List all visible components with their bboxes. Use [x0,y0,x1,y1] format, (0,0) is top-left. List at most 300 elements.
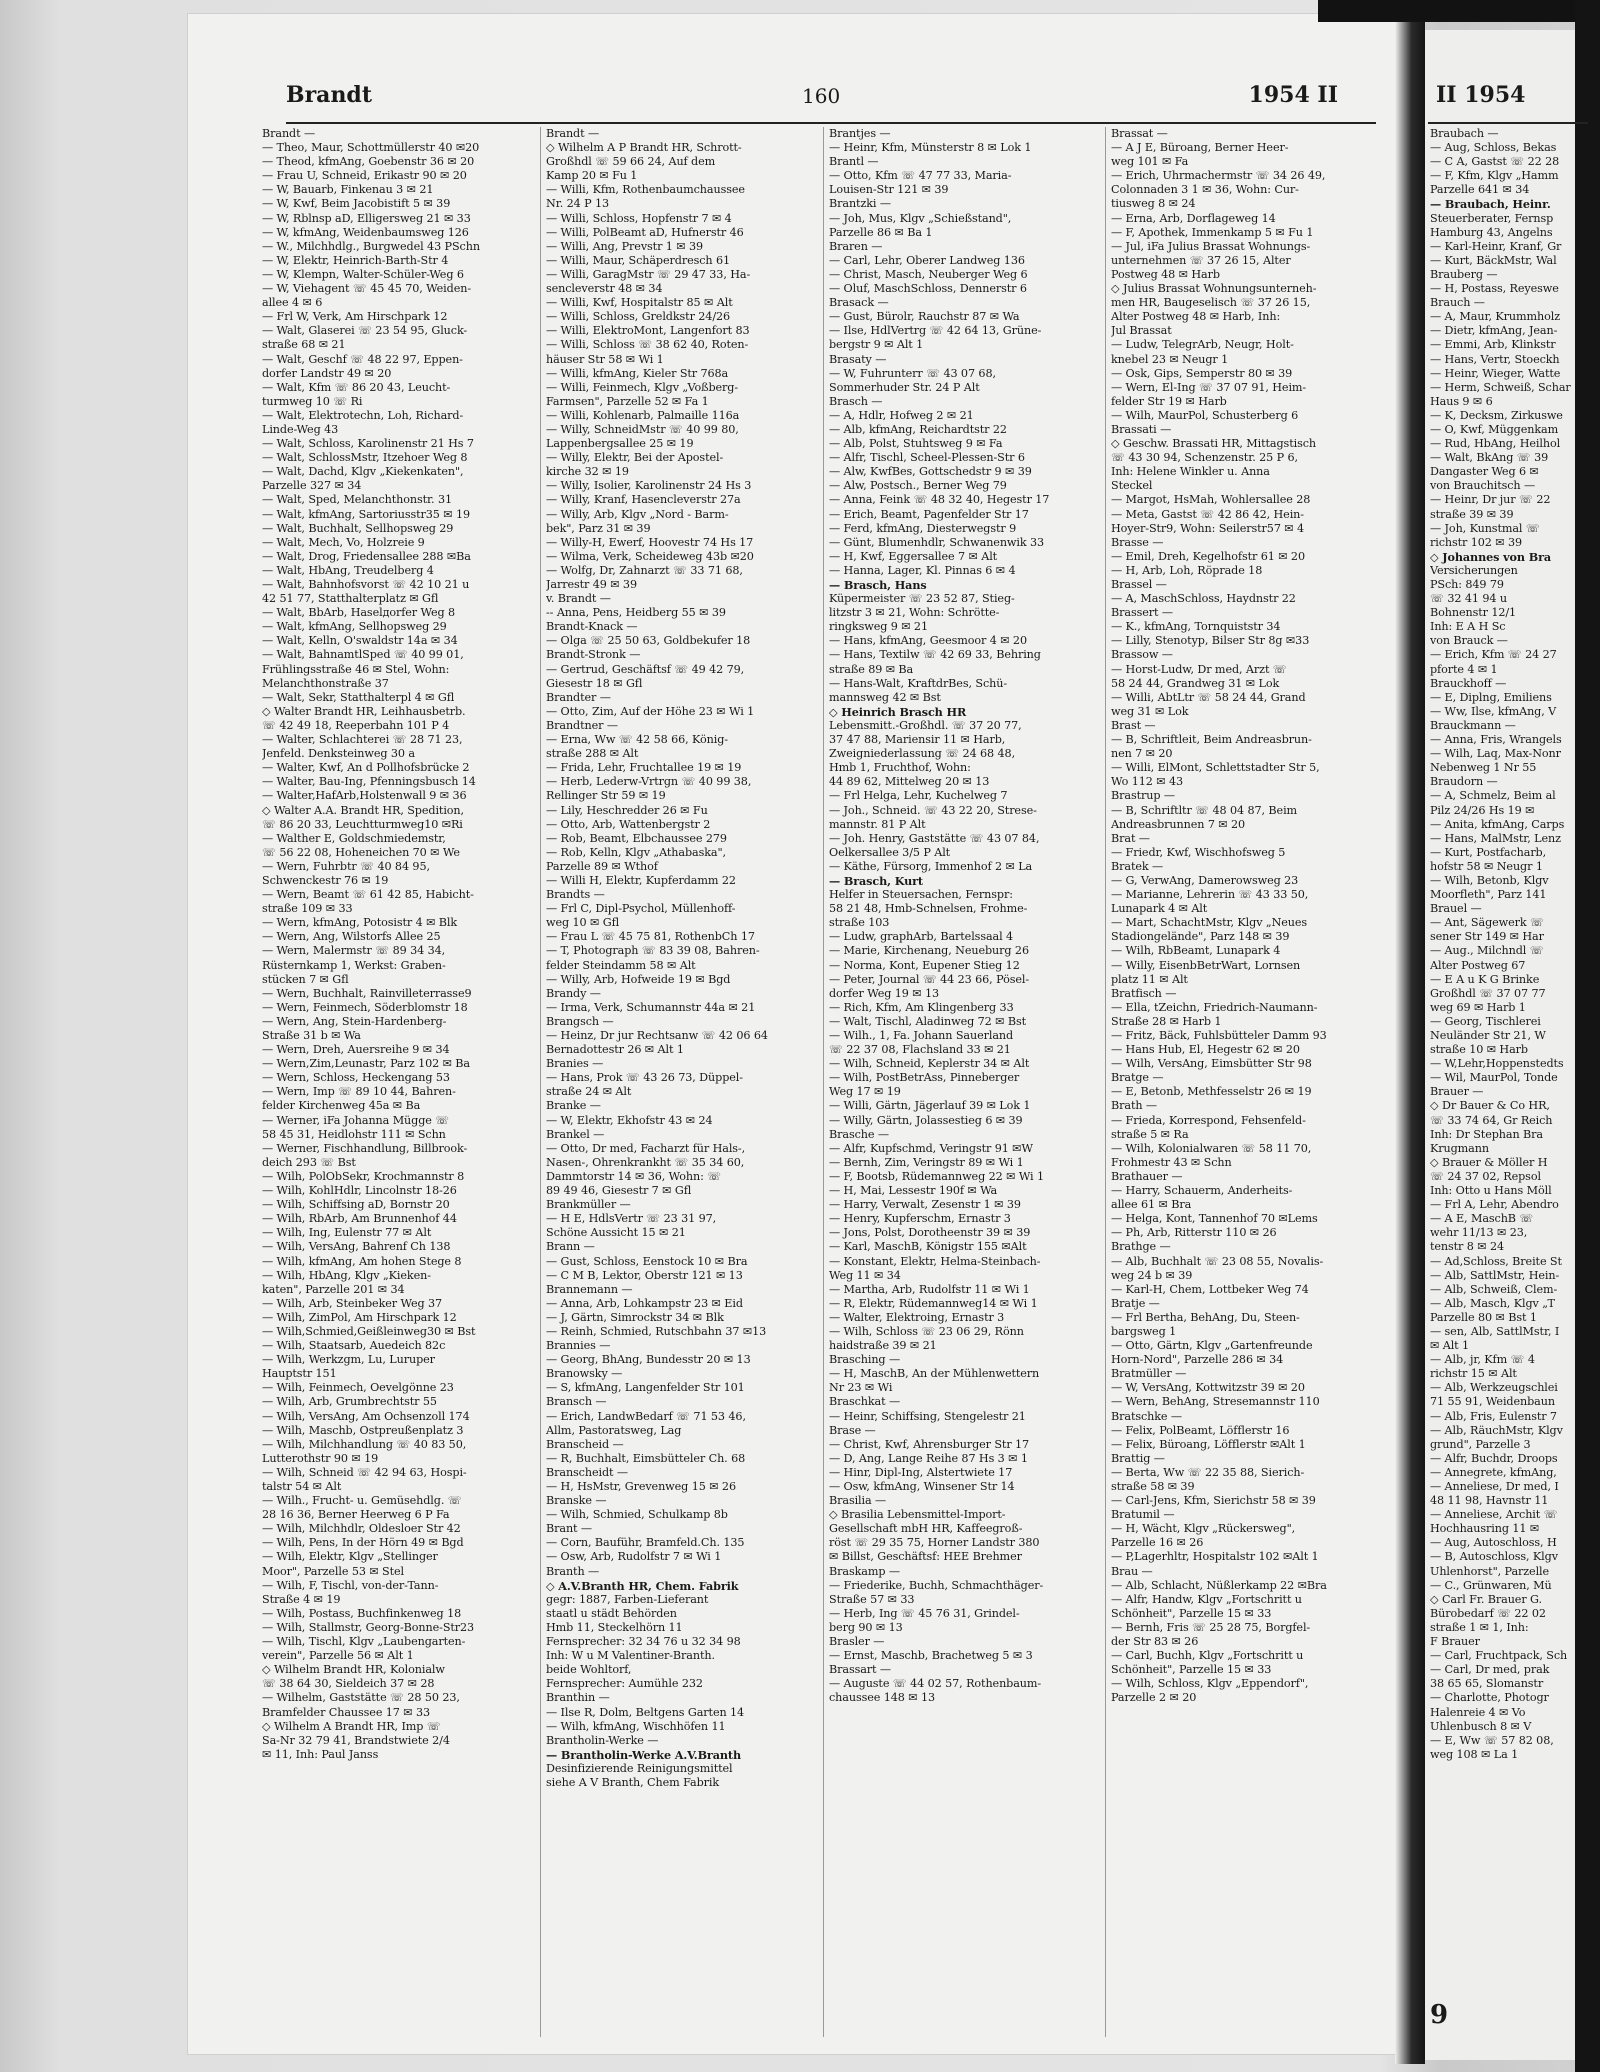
directory-line: — Joh. Henry, Gaststätte ☏ 43 07 84, [829,831,1040,845]
directory-line: Nebenweg 1 Nr 55 [1430,761,1537,775]
directory-line: Weg 11 ✉ 34 [829,1268,901,1282]
directory-line: Lappenbergsallee 25 ✉ 19 [546,437,694,451]
directory-line: — Wilh, MaurPol, Schusterberg 6 [1111,408,1299,422]
directory-line: — Wern, Beamt ☏ 61 42 85, Habicht- [262,888,474,902]
directory-line: von Brauchitsch — [1430,479,1536,493]
directory-line: chaussee 148 ✉ 13 [829,1691,936,1705]
directory-line: — Wilh, PostBetrAss, Pinneberger [829,1071,1020,1085]
directory-line: — H, Arb, Loh, Röprade 18 [1111,563,1263,577]
directory-line: Brankmüller — [546,1198,631,1212]
directory-line: Brase — [829,1423,876,1437]
directory-line: ◇ Wilhelm Brandt HR, Kolonialw [262,1663,445,1677]
directory-line: — Karl-Heinr, Kranf, Gr [1430,239,1562,253]
directory-line: — Käthe, Fürsorg, Immenhof 2 ✉ La [829,859,1033,873]
directory-line: Brasse — [1111,535,1164,549]
directory-line: ☏ 86 20 33, Leuchtturmweg10 ✉Ri [262,817,463,831]
directory-line: Brandtner — [546,718,618,732]
directory-line: — Hans, Prok ☏ 43 26 73, Düppel- [546,1071,743,1085]
directory-line: — R, Elektr, Rüdemannweg14 ✉ Wi 1 [829,1296,1038,1310]
directory-line: Straße 4 ✉ 19 [262,1592,341,1606]
directory-line: — Otto, Dr med, Facharzt für Hals-, [546,1141,746,1155]
directory-line: — H, Mai, Lessestr 190f ✉ Wa [829,1184,998,1198]
directory-line: — Joh, Mus, Klgv „Schießstand", [829,211,1012,225]
directory-line: — Wilh, Laq, Max-Nonr [1430,747,1561,761]
directory-line: Moorfleth", Parz 141 [1430,888,1547,902]
directory-line: Brantholin-Werke — [546,1733,659,1747]
directory-line: hofstr 58 ✉ Neugr 1 [1430,859,1543,873]
directory-line: Inh: E A H Sc [1430,620,1506,634]
directory-line: mannstr. 81 P Alt [829,817,926,831]
directory-line: — Wilh, Maschb, Ostpreußenplatz 3 [262,1423,464,1437]
directory-line: Brankel — [546,1127,605,1141]
directory-line: — Werner, Fischhandlung, Billbrook- [262,1141,468,1155]
directory-line: pforte 4 ✉ 1 [1430,662,1498,676]
directory-line: Nr 23 ✉ Wi [829,1381,893,1395]
directory-line: — Willi, AbtLtr ☏ 58 24 44, Grand [1111,690,1306,704]
page-header [286,82,1376,124]
directory-line: — Wilh, Staatsarb, Auedeich 82c [262,1339,446,1353]
directory-line: — Willy, EisenbBetrWart, Lornsen [1111,958,1301,972]
directory-line: men HR, Baugeselisch ☏ 37 26 15, [1111,296,1311,310]
directory-line: knebel 23 ✉ Neugr 1 [1111,352,1229,366]
directory-line: Weg 17 ✉ 19 [829,1085,901,1099]
directory-line: — Helga, Kont, Tannenhof 70 ✉Lems [1111,1212,1318,1226]
directory-line: — Annegrete, kfmAng, [1430,1465,1557,1479]
directory-line: Brandt-Stronk — [546,648,641,662]
directory-line: — Rich, Kfm, Am Klingenberg 33 [829,1000,1014,1014]
directory-line: — Ant, Sägewerk ☏ [1430,916,1544,930]
directory-line: Farmsen", Parzelle 52 ✉ Fa 1 [546,394,709,408]
directory-line: tenstr 8 ✉ 24 [1430,1240,1505,1254]
directory-line: — Brasch, Kurt [829,873,923,888]
directory-line: — O, Kwf, Müggenkam [1430,422,1559,436]
directory-line: — Hans, kfmAng, Geesmoor 4 ✉ 20 [829,634,1027,648]
directory-line: — Erna, Arb, Dorflageweg 14 [1111,211,1276,225]
directory-line: — Otto, Arb, Wattenbergstr 2 [546,817,711,831]
directory-line: — Margot, HsMah, Wohlersallee 28 [1111,493,1311,507]
directory-line: Jenfeld. Denksteinweg 30 a [262,747,415,761]
directory-line: — A, Maur, Krummholz [1430,310,1561,324]
directory-line: — Walt, Kelln, O'swaldstr 14a ✉ 34 [262,634,458,648]
directory-line: Allm, Pastoratsweg, Lag [546,1423,682,1437]
directory-line: felder Kirchenweg 45a ✉ Ba [262,1099,421,1113]
directory-line: Zweigniederlassung ☏ 24 68 48, [829,747,1016,761]
directory-line: Horn-Nord", Parzelle 286 ✉ 34 [1111,1353,1284,1367]
directory-line: — Alw, Postsch., Berner Weg 79 [829,479,1007,493]
directory-line: — Heinr, Kfm, Münsterstr 8 ✉ Lok 1 [829,141,1032,155]
directory-line: Branthin — [546,1691,610,1705]
directory-line: Braubach — [1430,127,1499,140]
directory-line: Pilz 24/26 Hs 19 ✉ [1430,803,1535,817]
directory-line: — Wilh, Schloss, Klgv „Eppendorf", [1111,1677,1309,1691]
directory-line: — Willi, ElektroMont, Langenfort 83 [546,324,750,338]
directory-line: — Norma, Kont, Eupener Stieg 12 [829,958,1020,972]
directory-line: wehr 11/13 ✉ 23, [1430,1226,1528,1240]
directory-line: — Wilh, Betonb, Klgv [1430,873,1549,887]
directory-line: — Willi, PolBeamt aD, Hufnerstr 46 [546,225,744,239]
directory-line: Nr. 24 P 13 [546,197,610,211]
directory-line: — Willy, Gärtn, Jolassestieg 6 ✉ 39 [829,1113,1023,1127]
directory-line: — E, Betonb, Methfesselstr 26 ✉ 19 [1111,1085,1312,1099]
directory-line: weg 24 b ✉ 39 [1111,1268,1193,1282]
directory-line: Rüsternkamp 1, Werkst: Graben- [262,958,446,972]
directory-line: — A J E, Büroang, Berner Heer- [1111,141,1289,155]
directory-line: — Wern,Zim,Leunastr, Parz 102 ✉ Ba [262,1057,470,1071]
directory-line: — H, HsMstr, Grevenweg 15 ✉ 26 [546,1480,736,1493]
directory-line: — A, Schmelz, Beim al [1430,789,1556,803]
directory-line: Braschkat — [829,1395,901,1409]
directory-line: Lebensmitt.-Großhdl. ☏ 37 20 77, [829,718,1022,732]
directory-line: Parzelle 2 ✉ 20 [1111,1691,1197,1705]
directory-line: — Ilse R, Dolm, Beltgens Garten 14 [546,1705,745,1719]
page-number: 160 [802,84,841,108]
directory-line: Straße 31 b ✉ Wa [262,1029,361,1042]
directory-line: — Alb, Buchhalt ☏ 23 08 55, Novalis- [1111,1254,1324,1268]
directory-line: Uhlenbusch 8 ✉ V [1430,1719,1532,1733]
directory-line: weg 101 ✉ Fa [1111,155,1189,169]
directory-line: — Wilh, Milchhandlung ☏ 40 83 50, [262,1437,467,1451]
directory-line: — Frau L ☏ 45 75 81, RothenbCh 17 [546,930,755,944]
directory-line: — Willi, Gärtn, Jägerlauf 39 ✉ Lok 1 [829,1099,1031,1113]
directory-line: beide Wohltorf, [546,1663,632,1677]
year-mark-left: 1954 II [1248,82,1338,108]
directory-line: — Berta, Ww ☏ 22 35 88, Sierich- [1111,1465,1305,1479]
directory-line: — Alb, Polst, Stuhtsweg 9 ✉ Fa [829,437,1003,451]
directory-line: — Osw, kfmAng, Winsener Str 14 [829,1480,1015,1493]
directory-column-right-page [1430,127,1590,1762]
directory-line: Brantl — [829,155,879,169]
directory-line: ◇ Dr Bauer & Co HR, [1430,1099,1550,1113]
directory-line: Lutterothstr 90 ✉ 19 [262,1451,379,1465]
directory-line: — Carl, Buchh, Klgv „Fortschritt u [1111,1649,1304,1663]
directory-line: — Alb, SattlMstr, Hein- [1430,1268,1560,1282]
directory-line: ☏ 38 64 30, Sieldeich 37 ✉ 28 [262,1677,435,1691]
directory-line: straße 103 [829,916,890,930]
directory-line: — Karl-H, Chem, Lottbeker Weg 74 [1111,1282,1309,1296]
directory-line: — Wern, Malermstr ☏ 89 34 34, [262,944,446,958]
directory-line: — Jul, iFa Julius Brassat Wohnungs- [1111,239,1311,253]
book-gutter [1395,14,1425,2064]
directory-line: Brauer — [1430,1085,1484,1099]
directory-line: — Wern, Buchhalt, Rainvilleterrasse9 [262,986,472,1000]
directory-line: — W, Elektr, Heinrich-Barth-Str 4 [262,253,449,267]
directory-line: Bohnenstr 12/1 [1430,606,1517,620]
directory-line: — Wern, Schloss, Heckengang 53 [262,1071,450,1085]
directory-line: — C A, Gastst ☏ 22 28 [1430,155,1560,169]
directory-line: Schwenckestr 76 ✉ 19 [262,873,389,887]
directory-line: Braskamp — [829,1564,900,1578]
directory-line: — Wilh, VersAng, Am Ochsenzoll 174 [262,1409,470,1423]
directory-line: — F, Apothek, Immenkamp 5 ✉ Fu 1 [1111,225,1314,239]
directory-line: — Erich, Kfm ☏ 24 27 [1430,648,1557,662]
directory-line: — Carl, Dr med, prak [1430,1663,1550,1677]
directory-line: straße 68 ✉ 21 [262,338,346,352]
directory-line: — Hanna, Lager, Kl. Pinnas 6 ✉ 4 [829,563,1016,577]
directory-line: — W, Bauarb, Finkenau 3 ✉ 21 [262,183,434,197]
directory-line: grund", Parzelle 3 [1430,1437,1531,1451]
directory-line: — Walt, Buchhalt, Sellhopsweg 29 [262,521,454,535]
directory-line: gegr: 1887, Farben-Lieferant [546,1592,709,1606]
directory-line: Brandter — [546,690,611,704]
directory-line: allee 4 ✉ 6 [262,296,323,310]
directory-line: — Wil, MaurPol, Tonde [1430,1071,1558,1085]
directory-column-2 [546,127,810,1790]
directory-line: straße 288 ✉ Alt [546,747,639,761]
directory-line: — Hans-Walt, KraftdrBes, Schü- [829,676,1008,690]
directory-line: 71 55 91, Weidenbaun [1430,1395,1555,1409]
directory-line: — Kurt, Postfacharb, [1430,845,1547,859]
directory-line: bargsweg 1 [1111,1324,1177,1338]
directory-line: — Willi, Schloss, Hopfenstr 7 ✉ 4 [546,211,732,225]
directory-line: — Frl W, Verk, Am Hirschpark 12 [262,310,448,324]
directory-line: Jul Brassat [1111,324,1172,338]
directory-line: Sa-Nr 32 79 41, Brandstwiete 2/4 [262,1733,450,1747]
directory-line: Brandts — [546,888,605,902]
directory-line: Parzelle 80 ✉ Bst 1 [1430,1310,1537,1324]
directory-line: — H, Postass, Reyeswe [1430,282,1559,296]
directory-line: — sen, Alb, SattlMstr, I [1430,1324,1560,1338]
directory-line: — Hans, Textilw ☏ 42 69 33, Behring [829,648,1041,662]
directory-line: Oelkersallee 3/5 P Alt [829,845,951,859]
directory-line: Louisen-Str 121 ✉ 39 [829,183,949,197]
directory-line: — Christ, Kwf, Ahrensburger Str 17 [829,1437,1030,1451]
directory-line: — S, kfmAng, Langenfelder Str 101 [546,1381,745,1395]
directory-line: — Wilh, Werkzgm, Lu, Luruper [262,1353,435,1367]
directory-line: Steuerberater, Fernsp [1430,211,1554,225]
directory-line: — Ludw, graphArb, Bartelssaal 4 [829,930,1014,944]
directory-line: — E, Ww ☏ 57 82 08, [1430,1733,1554,1747]
directory-line: verein", Parzelle 56 ✉ Alt 1 [262,1649,414,1663]
directory-line: — H, MaschB, An der Mühlenwettern [829,1367,1040,1381]
directory-line: platz 11 ✉ Alt [1111,972,1188,986]
directory-line: — Walt, Sped, Melanchthonstr. 31 [262,493,452,507]
column-divider [1105,127,1106,2037]
directory-line: straße 1 ✉ 1, Inh: [1430,1620,1529,1634]
directory-line: — Alfr, Handw, Klgv „Fortschritt u [1111,1592,1302,1606]
year-mark-right: II 1954 [1436,82,1526,108]
directory-line: — Wern, Ang, Wilstorfs Allee 25 [262,930,441,944]
directory-line: Moor", Parzelle 53 ✉ Stel [262,1564,405,1578]
directory-line: ◇ Heinrich Brasch HR [829,704,967,719]
directory-line: — Wilh, VersAng, Eimsbütter Str 98 [1111,1057,1312,1071]
directory-line: — J, Gärtn, Simrockstr 34 ✉ Blk [546,1310,724,1324]
directory-line: — Willy, Arb, Klgv „Nord - Barm- [546,507,729,521]
directory-line: Brant — [546,1522,592,1536]
directory-line: — Willy, Arb, Hofweide 19 ✉ Bgd [546,972,731,986]
directory-line: — W,Lehr,Hoppenstedts [1430,1057,1564,1071]
directory-line: Parzelle 641 ✉ 34 [1430,183,1530,197]
directory-line: nen 7 ✉ 20 [1111,747,1173,761]
directory-line: — Joh, Kunstmal ☏ [1430,521,1540,535]
directory-line: — Frl A, Lehr, Abendro [1430,1198,1559,1212]
directory-line: — Aug, Autoschloss, H [1430,1536,1557,1550]
directory-line: — Wilh, ZimPol, Am Hirschpark 12 [262,1310,457,1324]
directory-line: straße 58 ✉ 39 [1111,1480,1195,1493]
directory-line: — Alb, RäuchMstr, Klgv [1430,1423,1563,1437]
directory-line: — Theo, Maur, Schottmüllerstr 40 ✉20 [262,141,480,155]
directory-line: allee 61 ✉ Bra [1111,1198,1192,1212]
directory-line: — W, Viehagent ☏ 45 45 70, Weiden- [262,282,472,296]
directory-line: — Erich, LandwBedarf ☏ 71 53 46, [546,1409,746,1423]
directory-line: — Georg, Tischlerei [1430,1014,1541,1028]
directory-line: Colonnaden 3 1 ✉ 36, Wohn: Cur- [1111,183,1299,197]
directory-line: Brangsch — [546,1014,614,1028]
directory-line: Kamp 20 ✉ Fu 1 [546,169,638,183]
directory-line: — Walt, Dachd, Klgv „Kiekenkaten", [262,465,464,479]
directory-line: Desinfizierende Reinigungsmittel [546,1761,733,1775]
directory-line: — Fritz, Bäck, Fuhlsbütteler Damm 93 [1111,1029,1327,1042]
directory-line: — H, Wächt, Klgv „Rückersweg", [1111,1522,1296,1536]
directory-line: — Herm, Schweiß, Schar [1430,380,1571,394]
directory-line: Bransch — [546,1395,607,1409]
directory-line: — Carl, Lehr, Oberer Landweg 136 [829,253,1025,267]
directory-line: Inh: Helene Winkler u. Anna [1111,465,1270,479]
directory-line: — K., kfmAng, Tornquiststr 34 [1111,620,1281,634]
directory-line: kirche 32 ✉ 19 [546,465,629,479]
directory-line: Branske — [546,1494,607,1508]
directory-line: — Wilh, Milchhdlr, Oldesloer Str 42 [262,1522,461,1536]
directory-line: — Erna, Ww ☏ 42 58 66, König- [546,733,728,747]
directory-line: Brattig — [1111,1451,1165,1465]
directory-line: — Anna, Arb, Lohkampstr 23 ✉ Eid [546,1296,743,1310]
directory-line: ◇ Johannes von Bra [1430,549,1552,564]
directory-line: Giesestr 18 ✉ Gfl [546,676,643,690]
directory-line: röst ☏ 29 35 75, Horner Landstr 380 [829,1536,1040,1550]
directory-line: — Wilh., Frucht- u. Gemüsehdlg. ☏ [262,1494,462,1508]
directory-line: — Rud, HbAng, Heilhol [1430,437,1561,451]
directory-line: Brau — [1111,1564,1153,1578]
directory-line: — Dietr, kfmAng, Jean- [1430,324,1558,338]
directory-line: — Carl, Fruchtpack, Sch [1430,1649,1568,1663]
directory-line: 89 49 46, Giesestr 7 ✉ Gfl [546,1184,692,1198]
directory-line: — Wern, Fuhrbtr ☏ 40 84 95, [262,859,430,873]
directory-line: Branies — [546,1057,604,1071]
directory-line: felder Steindamm 58 ✉ Alt [546,958,696,972]
directory-line: — Walt, Schloss, Karolinenstr 21 Hs 7 [262,437,474,451]
directory-line: Haus 9 ✉ 6 [1430,394,1493,408]
directory-line: — Ludw, TelegrArb, Neugr, Holt- [1111,338,1294,352]
directory-line: mannsweg 42 ✉ Bst [829,690,941,704]
directory-line: Bratje — [1111,1296,1160,1310]
directory-line: — Alb, kfmAng, Reichardtstr 22 [829,422,1007,436]
scan-border-top [1318,0,1600,22]
directory-line: — P,Lagerhltr, Hospitalstr 102 ✉Alt 1 [1111,1550,1319,1564]
directory-line: — Wilh, Feinmech, Oevelgönne 23 [262,1381,454,1395]
directory-line: Linde-Weg 43 [262,422,339,436]
directory-line: — Walt, Mech, Vo, Holzreie 9 [262,535,425,549]
directory-line: — Hans, MalMstr, Lenz [1430,831,1561,845]
directory-line: — Heinr, Dr jur ☏ 22 [1430,493,1551,507]
directory-line: weg 31 ✉ Lok [1111,704,1189,718]
directory-line: Brasaty — [829,352,887,366]
directory-line: — A, Hdlr, Hofweg 2 ✉ 21 [829,408,974,422]
directory-line: ◇ Brauer & Möller H [1430,1155,1548,1169]
directory-line: — Willi, Kohlenarb, Palmaille 116a [546,408,740,422]
directory-line: — Olga ☏ 25 50 63, Goldbekufer 18 [546,634,751,648]
directory-column-4 [1111,127,1375,1706]
directory-line: — Walt, Elektrotechn, Loh, Richard- [262,408,464,422]
directory-line: 37 47 88, Mariensir 11 ✉ Harb, [829,733,1006,747]
directory-line: Brauckmann — [1430,718,1516,732]
directory-line: — Wilh, kfmAng, Wischhöfen 11 [546,1719,726,1733]
directory-line: F Brauer [1430,1635,1480,1649]
directory-line: — Carl-Jens, Kfm, Sierichstr 58 ✉ 39 [1111,1494,1316,1508]
directory-line: — A E, MaschB ☏ [1430,1212,1534,1226]
directory-line: 38 65 65, Slomanstr [1430,1677,1544,1691]
directory-line: Brantzki — [829,197,891,211]
directory-line: — Anneliese, Dr med, I [1430,1480,1559,1493]
directory-line: — W., Milchhdlg., Burgwedel 43 PSchn [262,239,480,253]
directory-line: straße 89 ✉ Ba [829,662,914,676]
directory-line: — Georg, BhAng, Bundesstr 20 ✉ 13 [546,1353,751,1367]
directory-line: — Ernst, Maschb, Brachetweg 5 ✉ 3 [829,1649,1033,1663]
directory-line: — F, Bootsb, Rüdemannweg 22 ✉ Wi 1 [829,1169,1044,1183]
directory-line: Hmb 11, Steckelhörn 11 [546,1620,683,1634]
directory-line: Inh: Otto u Hans Möll [1430,1184,1552,1198]
directory-line: — Gertrud, Geschäftsf ☏ 49 42 79, [546,662,745,676]
directory-line: Brassat — [1111,127,1168,140]
directory-line: Stadiongelände", Parz 148 ✉ 39 [1111,930,1290,944]
directory-line: Alter Postweg 67 [1430,958,1526,972]
directory-line: — W, Klempn, Walter-Schüler-Weg 6 [262,267,464,281]
directory-line: — W, Rblnsp aD, Elligersweg 21 ✉ 33 [262,211,471,225]
directory-line: Brassati — [1111,422,1172,436]
directory-line: 48 11 98, Havnstr 11 [1430,1494,1549,1508]
directory-line: — Heinr, Schiffsing, Stengelestr 21 [829,1409,1026,1423]
directory-line: Melanchthonstraße 37 [262,676,389,690]
directory-line: Brathge — [1111,1240,1171,1254]
directory-line: — Wilh, Ing, Eulenstr 77 ✉ Alt [262,1226,432,1240]
directory-line: — Willy, Isolier, Karolinenstr 24 Hs 3 [546,479,752,493]
directory-line: — Emmi, Arb, Klinkstr [1430,338,1556,352]
directory-line: — Walt, Tischl, Aladinweg 72 ✉ Bst [829,1014,1027,1028]
directory-line: — Alb, jr, Kfm ☏ 4 [1430,1353,1535,1367]
directory-line: deich 293 ☏ Bst [262,1155,356,1169]
directory-line: — Osw, Arb, Rudolfstr 7 ✉ Wi 1 [546,1550,722,1564]
directory-line: Brasilia — [829,1494,887,1508]
directory-line: — Brantholin-Werke A.V.Branth [546,1747,741,1762]
directory-line: — W, VersAng, Kottwitzstr 39 ✉ 20 [1111,1381,1305,1395]
directory-line: — Frau U, Schneid, Erikastr 90 ✉ 20 [262,169,467,183]
directory-line: felder Str 19 ✉ Harb [1111,394,1227,408]
directory-line: Branowsky — [546,1367,623,1381]
directory-line: Brauckhoff — [1430,676,1507,690]
directory-line: Großhdl ☏ 37 07 77 [1430,986,1546,1000]
directory-line: — Bernh, Zim, Veringstr 89 ✉ Wi 1 [829,1155,1024,1169]
directory-line: ☏ 42 49 18, Reeperbahn 101 P 4 [262,718,450,732]
directory-line: Lunapark 4 ✉ Alt [1111,902,1208,916]
directory-line: — Wilh,Schmied,Geißleinweg30 ✉ Bst [262,1324,476,1338]
directory-line: — Bernh, Fris ☏ 25 28 75, Borgfel- [1111,1620,1311,1634]
directory-line: Andreasbrunnen 7 ✉ 20 [1111,817,1246,831]
directory-line: — Walt, SchlossMstr, Itzehoer Weg 8 [262,451,468,465]
directory-line: — C., Grünwaren, Mü [1430,1578,1552,1592]
directory-line: — Wilma, Verk, Scheideweg 43b ✉20 [546,549,754,563]
directory-line: — Alb, Schlacht, Nüßlerkamp 22 ✉Bra [1111,1578,1327,1592]
directory-line: Branke — [546,1099,601,1113]
directory-line: — Alb, Fris, Eulenstr 7 [1430,1409,1557,1423]
directory-line: weg 69 ✉ Harb 1 [1430,1000,1526,1014]
directory-line: sener Str 149 ✉ Har [1430,930,1544,944]
directory-line: — Walt, Glaserei ☏ 23 54 95, Gluck- [262,324,468,338]
directory-line: — Marianne, Lehrerin ☏ 43 33 50, [1111,888,1309,902]
directory-line: — C M B, Lektor, Oberstr 121 ✉ 13 [546,1268,743,1282]
directory-line: — Wilh, Schneid ☏ 42 94 63, Hospi- [262,1465,467,1479]
directory-line: — Corn, Bauführ, Bramfeld.Ch. 135 [546,1536,745,1550]
directory-line: — Wern, BehAng, Stresemannstr 110 [1111,1395,1320,1409]
column-divider [540,127,541,2037]
directory-line: — Willy, Kranf, Hasencleverstr 27a [546,493,741,507]
